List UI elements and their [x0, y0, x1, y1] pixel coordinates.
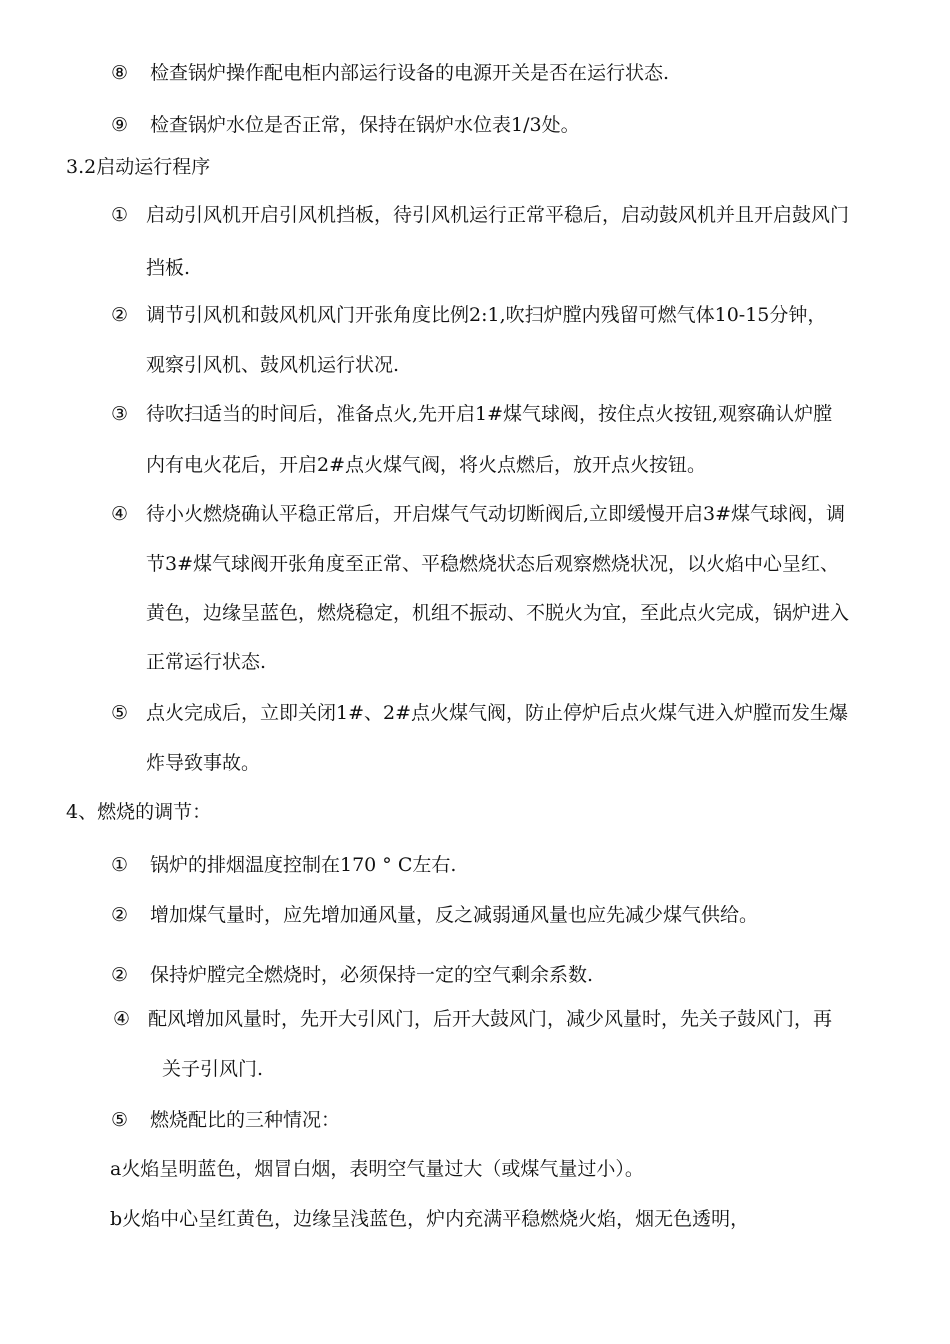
text-line: 检查锅炉操作配电柜内部运行设备的电源开关是否在运行状态.: [150, 62, 670, 84]
item-marker: ①: [111, 204, 129, 226]
text-line: a火焰呈明蓝色，烟冒白烟，表明空气量过大（或煤气量过小）。: [110, 1158, 644, 1180]
text-line: 启动引风机开启引风机挡板，待引风机运行正常平稳后，启动鼓风机并且开启鼓风门: [146, 204, 850, 226]
text-line: 黄色，边缘呈蓝色，燃烧稳定，机组不振动、不脱火为宜，至此点火完成，锅炉进入: [146, 602, 850, 624]
text-line: 锅炉的排烟温度控制在170 ° C左右.: [150, 854, 457, 876]
text-line: 节3#煤气球阀开张角度至正常、平稳燃烧状态后观察燃烧状况，以火焰中心呈红、: [146, 553, 840, 575]
item-marker: ②: [111, 964, 129, 986]
text-line: 待小火燃烧确认平稳正常后，开启煤气气动切断阀后,立即缓慢开启3#煤气球阀，调: [146, 503, 846, 525]
item-marker: ⑤: [111, 1109, 129, 1131]
item-marker: ⑧: [111, 62, 129, 84]
item-marker: ②: [111, 304, 129, 326]
text-line: 检查锅炉水位是否正常，保持在锅炉水位表1/3处。: [150, 114, 580, 136]
item-marker: ②: [111, 904, 129, 926]
text-line: 燃烧配比的三种情况：: [150, 1109, 341, 1131]
item-marker: ③: [111, 403, 129, 425]
text-line: 调节引风机和鼓风机风门开张角度比例2:1,吹扫炉膛内残留可燃气体10-15分钟，: [146, 304, 827, 326]
item-marker: ⑨: [111, 114, 129, 136]
text-line: 点火完成后，立即关闭1#、2#点火煤气阀，防止停炉后点火煤气进入炉膛而发生爆: [146, 702, 849, 724]
text-line: 待吹扫适当的时间后，准备点火,先开启1#煤气球阀，按住点火按钮,观察确认炉膛: [146, 403, 833, 425]
text-line: 炸导致事故。: [146, 752, 261, 774]
text-line: 配风增加风量时，先开大引风门，后开大鼓风门，减少风量时，先关子鼓风门，再: [148, 1008, 833, 1030]
item-marker: ④: [111, 503, 129, 525]
text-line: 观察引风机、鼓风机运行状况.: [146, 354, 400, 376]
text-line: 正常运行状态.: [146, 651, 267, 673]
text-line: 挡板.: [146, 257, 191, 279]
text-line: 关子引风门.: [162, 1058, 264, 1080]
text-line: 保持炉膛完全燃烧时，必须保持一定的空气剩余系数.: [150, 964, 594, 986]
section-heading: 3.2启动运行程序: [66, 156, 211, 178]
text-line: 内有电火花后，开启2#点火煤气阀，将火点燃后，放开点火按钮。: [146, 454, 707, 476]
item-marker: ①: [111, 854, 129, 876]
item-marker: ④: [113, 1008, 131, 1030]
text-line: 增加煤气量时，应先增加通风量，反之减弱通风量也应先减少煤气供给。: [150, 904, 759, 926]
text-line: b火焰中心呈红黄色，边缘呈浅蓝色，炉内充满平稳燃烧火焰，烟无色透明，: [110, 1208, 750, 1230]
section-heading: 4、燃烧的调节：: [66, 801, 212, 823]
item-marker: ⑤: [111, 702, 129, 724]
